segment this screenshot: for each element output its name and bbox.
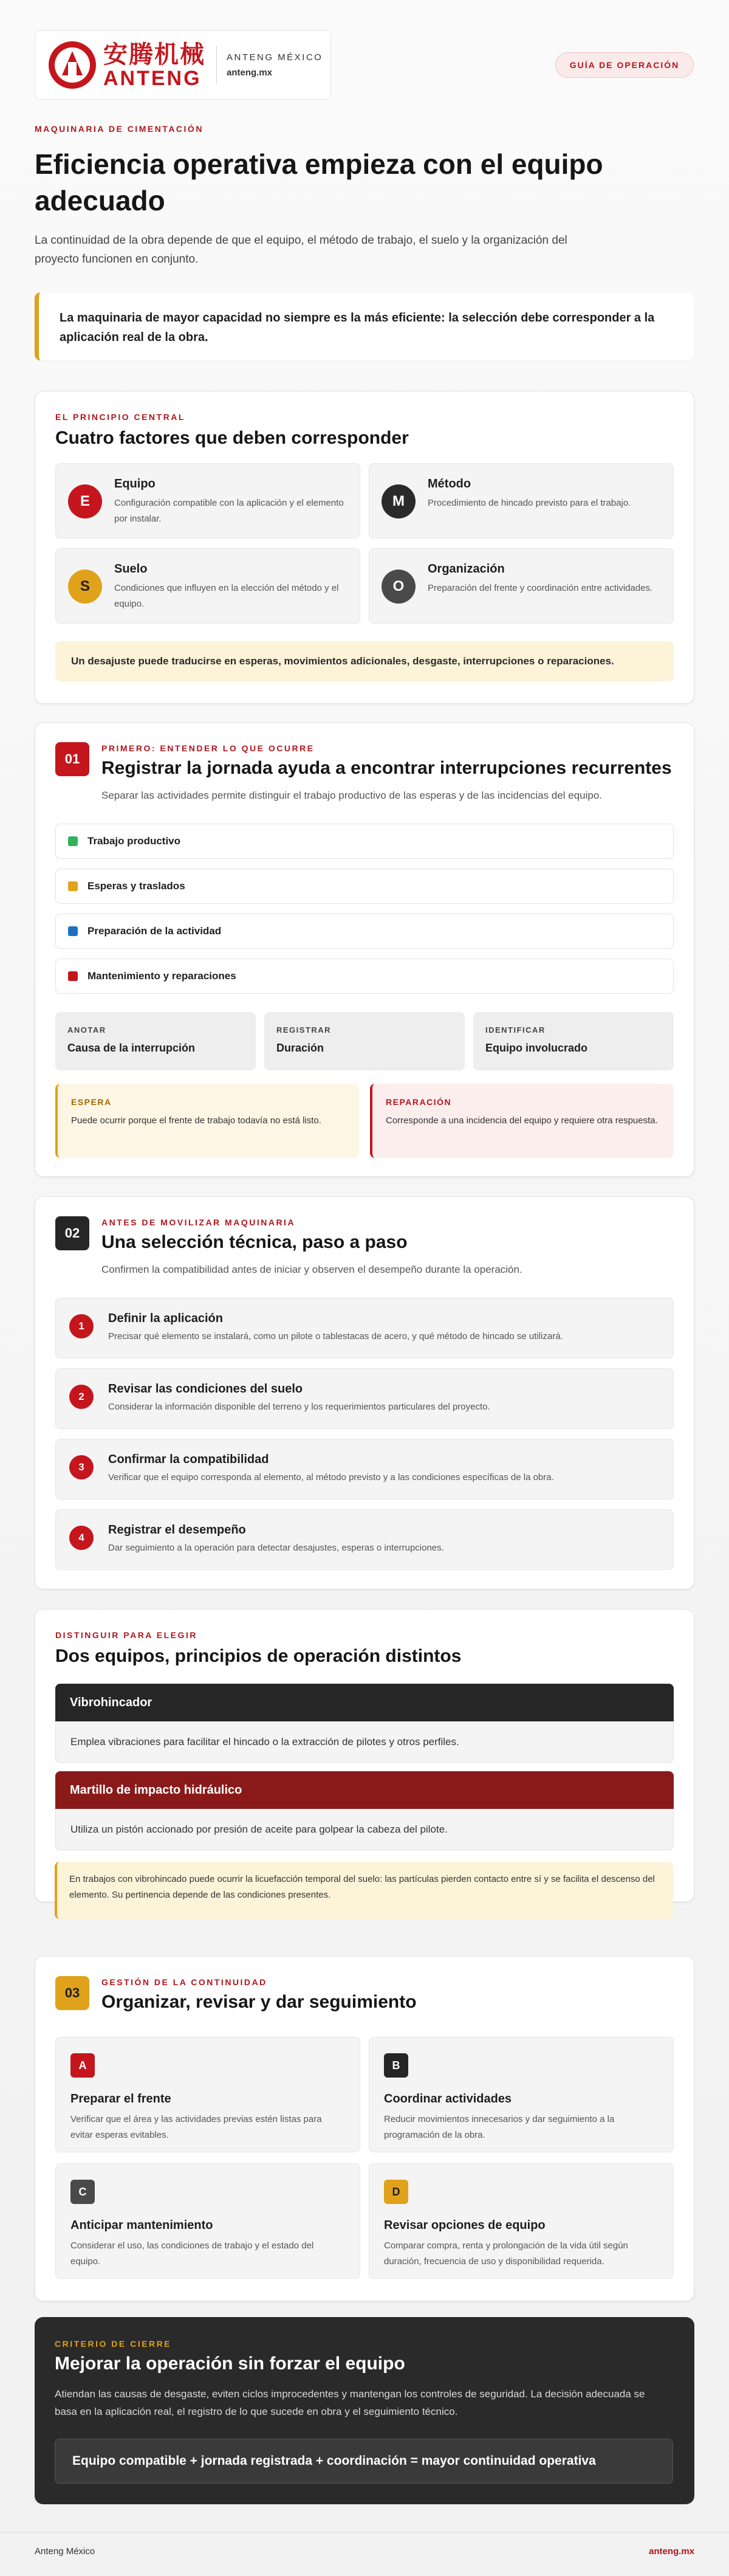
record-field: IDENTIFICAR Equipo involucrado xyxy=(473,1012,674,1070)
factor-letter: O xyxy=(382,570,416,604)
note-reparacion: REPARACIÓN Corresponde a una incidencia del equipo y requiere otra respuesta. xyxy=(370,1084,674,1158)
equipment-desc: Emplea vibraciones para facilitar el hincado o la extracción de pilotes y otros perfiles. xyxy=(55,1721,674,1763)
equipment-kicker: DISTINGUIR PARA ELEGIR xyxy=(55,1630,197,1640)
step-title: Revisar las condiciones del suelo xyxy=(108,1382,303,1396)
continuity-title: Organizar, revisar y dar seguimiento xyxy=(101,1992,417,2012)
hero-callout: La maquinaria de mayor capacidad no siempre es la más eficiente: la selección debe corresponder a la aplicación real de la obra. xyxy=(35,292,694,360)
tile-letter: B xyxy=(384,2053,408,2078)
factor-title: Organización xyxy=(428,562,505,576)
record-subtitle: Separar las actividades permite distinguir el trabajo productivo de las esperas y de las incidencias del equipo. xyxy=(101,790,603,801)
tile-desc: Verificar que el área y las actividades previas estén listas para evitar esperas evitables. xyxy=(70,2114,322,2140)
legend-item xyxy=(55,914,674,949)
tile-title: Revisar opciones de equipo xyxy=(384,2219,546,2232)
factor-card-suelo xyxy=(55,548,360,624)
step-desc: Considerar la información disponible del terreno y los requerimientos particulares del proyecto. xyxy=(108,1402,490,1412)
section-number: 02 xyxy=(55,1216,89,1250)
step-desc: Dar seguimiento a la operación para detectar desajustes, esperas o interrupciones. xyxy=(108,1543,444,1553)
tile-coordinar xyxy=(369,2037,674,2152)
factor-card-metodo xyxy=(369,463,674,539)
legend-item xyxy=(55,869,674,904)
tile-letter: D xyxy=(384,2180,408,2204)
tile-desc: Reducir movimientos innecesarios y dar seguimiento a la programación de la obra. xyxy=(384,2114,615,2140)
closing-title: Mejorar la operación sin forzar el equipo xyxy=(55,2354,405,2374)
logo-divider xyxy=(216,46,217,84)
continuity-kicker: GESTIÓN DE LA CONTINUIDAD xyxy=(101,1977,267,1987)
equipment-desc: Utiliza un pistón accionado por presión de aceite para golpear la cabeza del pilote. xyxy=(55,1809,674,1850)
closing-formula: Equipo compatible + jornada registrada + coordinación = mayor continuidad operativa xyxy=(55,2439,673,2484)
logo-english-text: ANTENG xyxy=(103,67,202,90)
step-number: 1 xyxy=(69,1314,94,1338)
footer-link[interactable]: anteng.mx xyxy=(648,2546,694,2557)
legend-label: Trabajo productivo xyxy=(87,835,181,847)
step-item xyxy=(55,1439,674,1500)
factor-letter: M xyxy=(382,484,416,518)
legend-label: Mantenimiento y reparaciones xyxy=(87,970,236,982)
brand-org: ANTENG MÉXICO xyxy=(227,52,323,63)
legend-swatch xyxy=(68,926,78,936)
legend-label: Esperas y traslados xyxy=(87,880,185,892)
step-title: Confirmar la compatibilidad xyxy=(108,1453,269,1466)
equipment-card xyxy=(35,1609,694,1902)
record-card xyxy=(35,722,694,1177)
closing-card xyxy=(35,2317,694,2504)
tile-letter: A xyxy=(70,2053,95,2078)
legend-swatch xyxy=(68,836,78,846)
continuity-card xyxy=(35,1956,694,2301)
factor-card-organizacion xyxy=(369,548,674,624)
note-espera: ESPERA Puede ocurrir porque el frente de trabajo todavía no está listo. xyxy=(55,1084,359,1158)
factor-letter: E xyxy=(68,484,102,518)
principle-title: Cuatro factores que deben corresponder xyxy=(55,428,409,448)
legend-item xyxy=(55,959,674,994)
tile-letter: C xyxy=(70,2180,95,2204)
tile-title: Anticipar mantenimiento xyxy=(70,2219,213,2232)
factor-desc: Procedimiento de hincado previsto para el trabajo. xyxy=(428,498,631,508)
tile-desc: Considerar el uso, las condiciones de trabajo y el estado del equipo. xyxy=(70,2240,314,2267)
principle-warning: Un desajuste puede traducirse en esperas, movimientos adicionales, desgaste, interrupciones o reparaciones. xyxy=(55,641,674,681)
record-title: Registrar la jornada ayuda a encontrar interrupciones recurrentes xyxy=(101,758,672,778)
equipment-name-martillo: Martillo de impacto hidráulico xyxy=(55,1771,674,1809)
legend-swatch xyxy=(68,881,78,891)
step-number: 4 xyxy=(69,1526,94,1550)
logo-chinese-text: 安腾机械 xyxy=(103,41,205,69)
factor-desc: Configuración compatible con la aplicación y el elemento por instalar. xyxy=(114,498,344,524)
legend-item xyxy=(55,824,674,859)
closing-kicker: CRITERIO DE CIERRE xyxy=(55,2339,172,2349)
step-item xyxy=(55,1509,674,1570)
section-number: 03 xyxy=(55,1976,89,2010)
step-number: 3 xyxy=(69,1455,94,1479)
footer-brand: Anteng México xyxy=(35,2546,95,2557)
step-desc: Precisar qué elemento se instalará, como un pilote o tablestacas de acero, y qué método de hincado se utilizará. xyxy=(108,1331,563,1341)
tile-title: Coordinar actividades xyxy=(384,2092,512,2106)
page-title: Eficiencia operativa empieza con el equipo adecuado xyxy=(35,148,603,216)
record-field: ANOTAR Causa de la interrupción xyxy=(55,1012,256,1070)
step-title: Definir la aplicación xyxy=(108,1312,223,1325)
brand-site: anteng.mx xyxy=(227,67,273,78)
guide-badge: GUÍA DE OPERACIÓN xyxy=(555,52,694,78)
record-kicker: PRIMERO: ENTENDER LO QUE OCURRE xyxy=(101,743,315,753)
tile-title: Preparar el frente xyxy=(70,2092,171,2106)
step-item xyxy=(55,1368,674,1429)
step-item xyxy=(55,1298,674,1359)
equipment-note: En trabajos con vibrohincado puede ocurrir la licuefacción temporal del suelo: las partículas pierden contacto entre sí y se facilita el descenso del elemento. Su pertinencia depende de las condiciones presentes. xyxy=(55,1862,673,1919)
factor-title: Equipo xyxy=(114,477,156,491)
selection-title: Una selección técnica, paso a paso xyxy=(101,1232,408,1252)
selection-subtitle: Confirmen la compatibilidad antes de iniciar y observen el desempeño durante la operación. xyxy=(101,1264,522,1275)
section-number: 01 xyxy=(55,742,89,776)
footer-divider xyxy=(0,2532,729,2533)
anteng-logo-icon xyxy=(49,41,96,89)
selection-card xyxy=(35,1196,694,1589)
closing-text: Atiendan las causas de desgaste, eviten ciclos improcedentes y mantengan los controles de seguridad. La decisión adecuada se basa en la aplicación real, el registro de lo que sucede en obra y el seguimiento técnico. xyxy=(55,2388,645,2417)
factor-title: Método xyxy=(428,477,471,491)
factor-desc: Condiciones que influyen en la elección del método y el equipo. xyxy=(114,583,339,609)
principle-card xyxy=(35,391,694,704)
factor-desc: Preparación del frente y coordinación entre actividades. xyxy=(428,583,653,593)
tile-preparar-frente xyxy=(55,2037,360,2152)
step-number: 2 xyxy=(69,1385,94,1409)
tile-mantenimiento xyxy=(55,2163,360,2279)
step-desc: Verificar que el equipo corresponda al elemento, al método previsto y a las condiciones específicas de la obra. xyxy=(108,1472,554,1483)
hero-kicker: MAQUINARIA DE CIMENTACIÓN xyxy=(35,124,204,134)
principle-kicker: EL PRINCIPIO CENTRAL xyxy=(55,412,185,422)
tile-desc: Comparar compra, renta y prolongación de la vida útil según duración, frecuencia de uso y disponibilidad requerida. xyxy=(384,2240,628,2267)
brand-logo[interactable] xyxy=(35,30,331,100)
tile-opciones-equipo xyxy=(369,2163,674,2279)
equipment-title: Dos equipos, principios de operación distintos xyxy=(55,1646,462,1666)
record-field: REGISTRAR Duración xyxy=(264,1012,465,1070)
factor-letter: S xyxy=(68,570,102,604)
hero-subtitle: La continuidad de la obra depende de que el equipo, el método de trabajo, el suelo y la organización del proyecto funcionen en conjunto. xyxy=(35,234,567,266)
legend-swatch xyxy=(68,971,78,981)
selection-kicker: ANTES DE MOVILIZAR MAQUINARIA xyxy=(101,1217,296,1227)
factor-title: Suelo xyxy=(114,562,148,576)
step-title: Registrar el desempeño xyxy=(108,1523,246,1537)
legend-label: Preparación de la actividad xyxy=(87,925,222,937)
equipment-name-vibrohincador: Vibrohincador xyxy=(55,1684,674,1721)
factor-card-equipo xyxy=(55,463,360,539)
